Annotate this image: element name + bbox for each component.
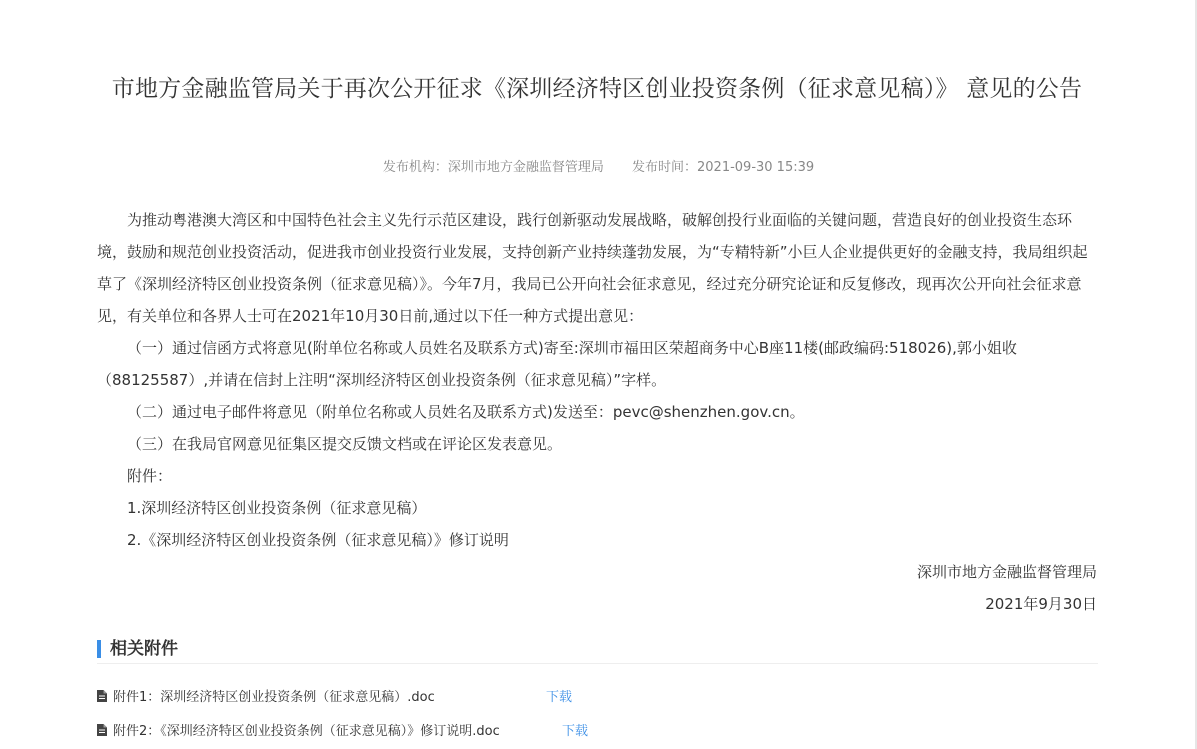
document-icon: [97, 690, 107, 702]
attachment-file-name: 附件1：深圳经济特区创业投资条例（征求意见稿）.doc: [113, 690, 435, 705]
signature: 深圳市地方金融监督管理局: [916, 563, 1097, 581]
article-meta: [0, 156, 1197, 175]
signature-date: 2021年9月30日: [985, 595, 1097, 613]
download-link[interactable]: 下载: [562, 724, 589, 739]
method-mail-paragraph: （一）通过信函方式将意见(附单位名称或人员姓名及联系方式)寄至:深圳市福田区荣超商务中心B座11楼(邮政编码:518026),郭小姐收（88125587）,并请在信封上注明“深圳经济特区创业投资条例（征求意见稿）”字样。: [97, 339, 1017, 389]
attachments-label: 附件：: [127, 467, 173, 485]
attachment-list-item: 1.深圳经济特区创业投资条例（征求意见稿）: [127, 499, 427, 517]
publisher-label: 发布机构：深圳市地方金融监督管理局: [382, 160, 604, 175]
method-email-paragraph: （二）通过电子邮件将意见（附单位名称或人员姓名及联系方式)发送至：pevc@shenzhen.gov.cn。: [127, 403, 805, 421]
page-title: 市地方金融监管局关于再次公开征求《深圳经济特区创业投资条例（征求意见稿）》 意见的公告: [111, 76, 1083, 102]
document-icon: [97, 724, 107, 736]
attachment-file-name: 附件2：《深圳经济特区创业投资条例（征求意见稿）》修订说明.doc: [113, 724, 500, 739]
article-body: [97, 204, 1097, 620]
related-attachments-header: [97, 638, 1098, 664]
section-accent-bar: [97, 640, 101, 658]
attachment-row: [97, 689, 573, 707]
download-link[interactable]: 下载: [546, 690, 573, 705]
related-attachments-title: 相关附件: [110, 639, 178, 659]
attachment-row: [97, 723, 589, 741]
method-website-paragraph: （三）在我局官网意见征集区提交反馈文档或在评论区发表意见。: [127, 435, 563, 453]
attachment-list-item: 2.《深圳经济特区创业投资条例（征求意见稿）》修订说明: [127, 531, 509, 549]
publish-time-label: 发布时间：2021-09-30 15:39: [632, 160, 815, 175]
intro-paragraph: 为推动粤港澳大湾区和中国特色社会主义先行示范区建设，践行创新驱动发展战略，破解创投行业面临的关键问题，营造良好的创业投资生态环境，鼓励和规范创业投资活动，促进我市创业投资行业发展，支持创新产业持续蓬勃发展，为“专精特新”小巨人企业提供更好的金融支持，我局组织起草了《深圳经济特区创业投资条例（征求意见稿）》。今年7月，我局已公开向社会征求意见，经过充分研究论证和反复修改，现再次公开向社会征求意见，有关单位和各界人士可在2021年10月30日前,通过以下任一种方式提出意见：: [97, 211, 1088, 325]
